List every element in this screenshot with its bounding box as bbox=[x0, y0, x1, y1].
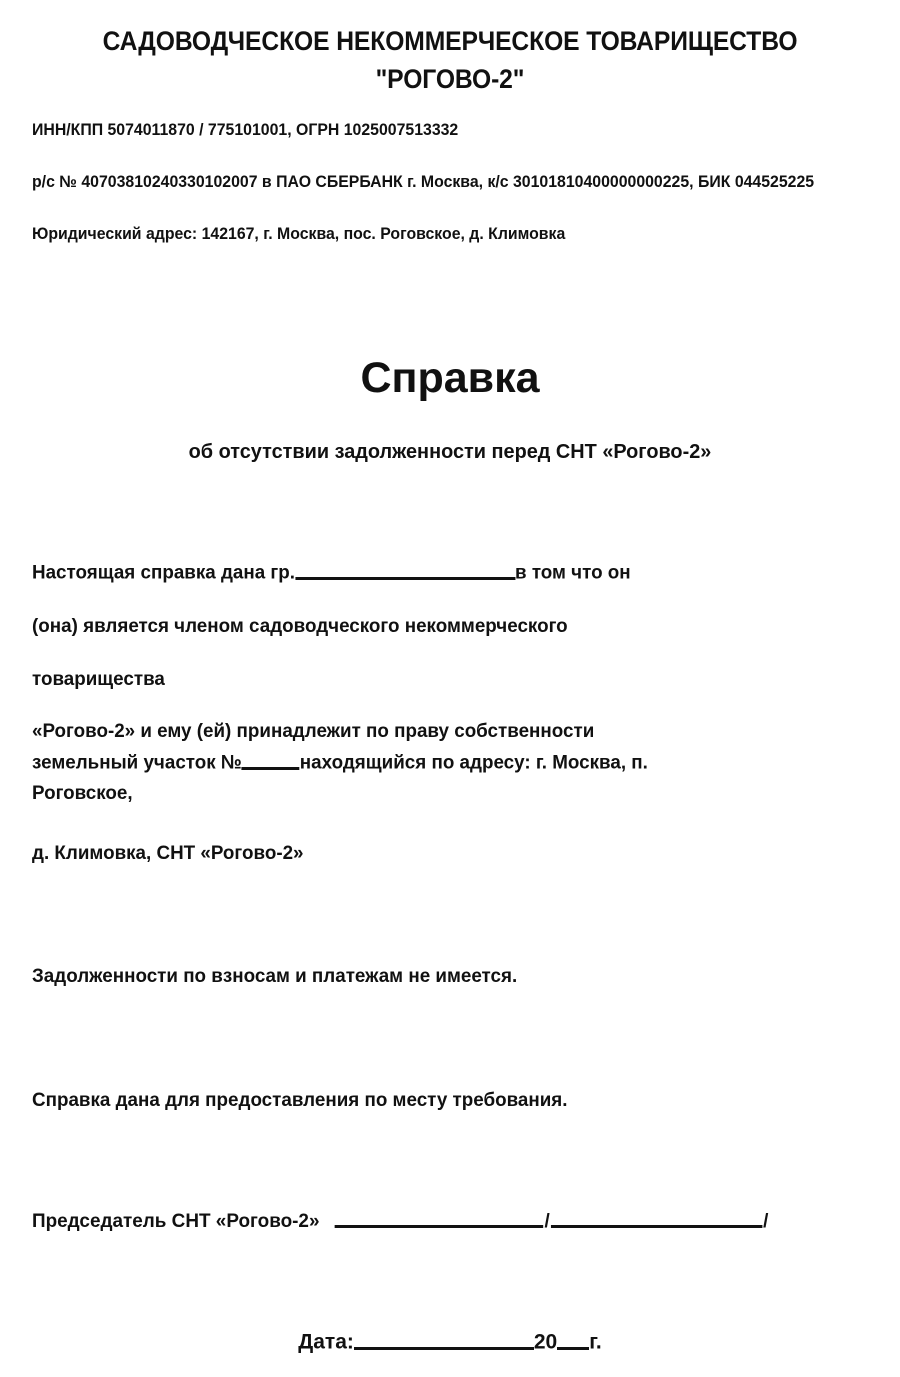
document-subtitle: об отсутствии задолженности перед СНТ «Рогово-2» bbox=[188, 440, 712, 463]
citizen-name-blank[interactable] bbox=[295, 558, 515, 580]
date-day-month-blank[interactable] bbox=[354, 1328, 534, 1350]
parcel-text-before-number-blank: земельный участок № bbox=[32, 751, 242, 774]
organisation-name-line-2: "РОГОВО-2" bbox=[375, 64, 525, 94]
parcel-text-after-number-blank: находящийся по адресу: г. Москва, п. bbox=[299, 751, 648, 774]
no-debt-paragraph bbox=[32, 963, 872, 989]
signature-separator-2: / bbox=[763, 1209, 769, 1232]
organisation-header bbox=[0, 22, 900, 98]
date-row bbox=[0, 1328, 900, 1356]
parcel-paragraph bbox=[32, 718, 872, 806]
tax-ids-line: ИНН/КПП 5074011870 / 775101001, ОГРН 1025007513332 bbox=[32, 121, 459, 139]
klimovka-line: д. Климовка, СНТ «Рогово-2» bbox=[32, 842, 304, 864]
intro-text-after-name-blank: в том что он bbox=[515, 561, 631, 584]
chairman-signature-blank[interactable] bbox=[335, 1206, 544, 1228]
date-century-prefix: 20 bbox=[533, 1330, 558, 1354]
intro-line-3: товарищества bbox=[32, 667, 165, 690]
parcel-number-blank[interactable] bbox=[242, 748, 300, 770]
no-debt-statement: Задолженности по взносам и платежам не имеется. bbox=[32, 965, 518, 987]
signature-separator-1: / bbox=[544, 1209, 550, 1232]
intro-text-before-name-blank: Настоящая справка дана гр. bbox=[32, 561, 296, 584]
organisation-name-line-1: САДОВОДЧЕСКОЕ НЕКОММЕРЧЕСКОЕ ТОВАРИЩЕСТВО bbox=[102, 26, 798, 56]
organisation-requisites bbox=[32, 118, 870, 247]
date-year-suffix: г. bbox=[589, 1330, 602, 1354]
parcel-line-1: «Рогово-2» и ему (ей) принадлежит по праву собственности bbox=[32, 720, 595, 742]
date-label: Дата: bbox=[298, 1330, 354, 1354]
parcel-line-2 bbox=[32, 748, 843, 776]
chairman-label: Председатель СНТ «Рогово-2» bbox=[32, 1209, 320, 1232]
date-year-blank[interactable] bbox=[557, 1328, 589, 1350]
bank-details-line: р/с № 40703810240330102007 в ПАО СБЕРБАНК г. Москва, к/с 30101810400000000225, БИК 044525225 bbox=[32, 173, 815, 191]
intro-paragraph bbox=[32, 558, 872, 692]
klimovka-paragraph bbox=[32, 840, 872, 866]
purpose-paragraph bbox=[32, 1087, 872, 1113]
purpose-statement: Справка дана для предоставления по месту требования. bbox=[32, 1089, 568, 1111]
chairman-name-blank[interactable] bbox=[551, 1206, 762, 1228]
signature-row bbox=[32, 1206, 849, 1234]
legal-address-line: Юридический адрес: 142167, г. Москва, пос. Роговское, д. Климовка bbox=[32, 225, 566, 243]
intro-line-2: (она) является членом садоводческого некоммерческого bbox=[32, 614, 568, 637]
document-title: Справка bbox=[360, 354, 540, 402]
intro-line-1 bbox=[32, 558, 843, 586]
parcel-line-3: Роговское, bbox=[32, 781, 133, 804]
